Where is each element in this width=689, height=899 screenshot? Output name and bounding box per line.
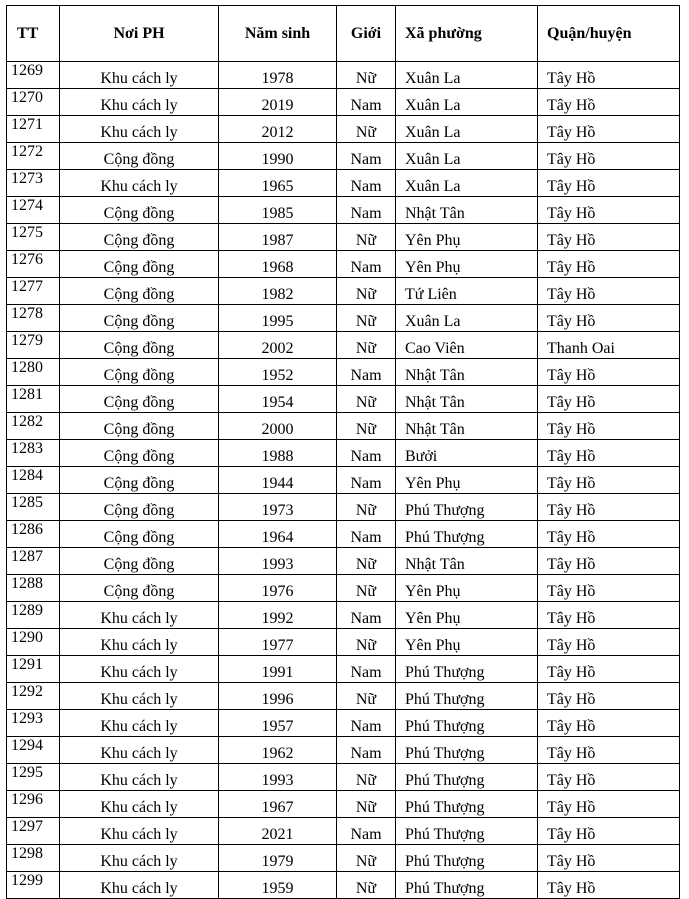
- table-row: [7, 305, 680, 332]
- cell-gioi: Nữ: [337, 62, 396, 89]
- cell-noi-ph: Cộng đồng: [60, 305, 219, 332]
- table-row: [7, 413, 680, 440]
- cell-xa-phuong: Phú Thượng: [396, 764, 538, 791]
- cell-gioi: Nữ: [337, 872, 396, 899]
- cell-quan-huyen: Tây Hồ: [538, 602, 680, 629]
- cell-quan-huyen: Tây Hồ: [538, 872, 680, 899]
- cell-nam-sinh: 1967: [219, 791, 337, 818]
- cell-quan-huyen: Tây Hồ: [538, 791, 680, 818]
- table-row: [7, 683, 680, 710]
- cell-xa-phuong: Phú Thượng: [396, 872, 538, 899]
- cell-noi-ph: Khu cách ly: [60, 629, 219, 656]
- header-noi-ph: Nơi PH: [60, 6, 219, 62]
- cell-noi-ph: Cộng đồng: [60, 386, 219, 413]
- cell-gioi: Nam: [337, 359, 396, 386]
- cell-tt: 1273: [7, 170, 60, 197]
- cell-gioi: Nam: [337, 656, 396, 683]
- cell-nam-sinh: 1977: [219, 629, 337, 656]
- table-row: [7, 116, 680, 143]
- cell-quan-huyen: Tây Hồ: [538, 494, 680, 521]
- cell-quan-huyen: Tây Hồ: [538, 521, 680, 548]
- cell-noi-ph: Cộng đồng: [60, 548, 219, 575]
- cell-gioi: Nữ: [337, 683, 396, 710]
- cell-quan-huyen: Tây Hồ: [538, 89, 680, 116]
- table-row: [7, 791, 680, 818]
- table-row: [7, 548, 680, 575]
- cell-nam-sinh: 1979: [219, 845, 337, 872]
- table-row: [7, 251, 680, 278]
- cell-noi-ph: Cộng đồng: [60, 575, 219, 602]
- cell-quan-huyen: Tây Hồ: [538, 224, 680, 251]
- cell-xa-phuong: Nhật Tân: [396, 359, 538, 386]
- cell-tt: 1279: [7, 332, 60, 359]
- cell-xa-phuong: Phú Thượng: [396, 710, 538, 737]
- cell-tt: 1286: [7, 521, 60, 548]
- cell-tt: 1271: [7, 116, 60, 143]
- cell-gioi: Nam: [337, 521, 396, 548]
- cell-gioi: Nam: [337, 602, 396, 629]
- header-xa-phuong: Xã phường: [396, 6, 538, 62]
- cell-quan-huyen: Tây Hồ: [538, 818, 680, 845]
- cell-xa-phuong: Yên Phụ: [396, 251, 538, 278]
- cell-nam-sinh: 1992: [219, 602, 337, 629]
- table-row: [7, 89, 680, 116]
- cell-tt: 1275: [7, 224, 60, 251]
- cell-noi-ph: Cộng đồng: [60, 413, 219, 440]
- cell-tt: 1291: [7, 656, 60, 683]
- cell-gioi: Nữ: [337, 413, 396, 440]
- header-quan-huyen: Quận/huyện: [538, 6, 680, 62]
- cell-quan-huyen: Tây Hồ: [538, 683, 680, 710]
- cell-tt: 1269: [7, 62, 60, 89]
- cell-xa-phuong: Xuân La: [396, 170, 538, 197]
- cell-xa-phuong: Nhật Tân: [396, 548, 538, 575]
- table-row: [7, 467, 680, 494]
- cell-noi-ph: Cộng đồng: [60, 494, 219, 521]
- cell-gioi: Nam: [337, 737, 396, 764]
- cell-quan-huyen: Tây Hồ: [538, 251, 680, 278]
- cell-tt: 1296: [7, 791, 60, 818]
- cell-xa-phuong: Xuân La: [396, 305, 538, 332]
- cell-nam-sinh: 1993: [219, 548, 337, 575]
- cell-quan-huyen: Tây Hồ: [538, 440, 680, 467]
- cell-noi-ph: Khu cách ly: [60, 872, 219, 899]
- cell-xa-phuong: Yên Phụ: [396, 575, 538, 602]
- cell-quan-huyen: Tây Hồ: [538, 629, 680, 656]
- cell-gioi: Nữ: [337, 386, 396, 413]
- table-row: [7, 872, 680, 899]
- table-row: [7, 818, 680, 845]
- cell-gioi: Nữ: [337, 548, 396, 575]
- cell-xa-phuong: Nhật Tân: [396, 386, 538, 413]
- cell-xa-phuong: Nhật Tân: [396, 413, 538, 440]
- cell-xa-phuong: Phú Thượng: [396, 683, 538, 710]
- cell-nam-sinh: 1964: [219, 521, 337, 548]
- cell-gioi: Nữ: [337, 845, 396, 872]
- cell-nam-sinh: 2002: [219, 332, 337, 359]
- cell-quan-huyen: Tây Hồ: [538, 305, 680, 332]
- cell-noi-ph: Khu cách ly: [60, 656, 219, 683]
- cell-tt: 1272: [7, 143, 60, 170]
- cell-xa-phuong: Yên Phụ: [396, 224, 538, 251]
- cell-nam-sinh: 1973: [219, 494, 337, 521]
- cell-quan-huyen: Tây Hồ: [538, 62, 680, 89]
- table-row: [7, 197, 680, 224]
- cell-xa-phuong: Cao Viên: [396, 332, 538, 359]
- table-body: [7, 62, 680, 899]
- cell-xa-phuong: Yên Phụ: [396, 629, 538, 656]
- cell-nam-sinh: 1965: [219, 170, 337, 197]
- header-gioi: Giới: [337, 6, 396, 62]
- cell-nam-sinh: 1985: [219, 197, 337, 224]
- cell-tt: 1299: [7, 872, 60, 899]
- cell-gioi: Nam: [337, 89, 396, 116]
- cell-gioi: Nam: [337, 467, 396, 494]
- table-row: [7, 224, 680, 251]
- cell-nam-sinh: 1954: [219, 386, 337, 413]
- table-header-row: [7, 6, 680, 62]
- table-row: [7, 332, 680, 359]
- cell-noi-ph: Khu cách ly: [60, 62, 219, 89]
- cell-tt: 1294: [7, 737, 60, 764]
- cell-noi-ph: Cộng đồng: [60, 143, 219, 170]
- cell-nam-sinh: 1944: [219, 467, 337, 494]
- cell-gioi: Nữ: [337, 224, 396, 251]
- cell-xa-phuong: Xuân La: [396, 89, 538, 116]
- cell-quan-huyen: Tây Hồ: [538, 413, 680, 440]
- cell-tt: 1270: [7, 89, 60, 116]
- cell-gioi: Nữ: [337, 305, 396, 332]
- cell-tt: 1280: [7, 359, 60, 386]
- cell-xa-phuong: Phú Thượng: [396, 521, 538, 548]
- cell-gioi: Nam: [337, 710, 396, 737]
- cell-tt: 1283: [7, 440, 60, 467]
- cell-xa-phuong: Phú Thượng: [396, 791, 538, 818]
- cell-xa-phuong: Phú Thượng: [396, 737, 538, 764]
- table-row: [7, 440, 680, 467]
- cell-noi-ph: Cộng đồng: [60, 224, 219, 251]
- cell-nam-sinh: 1988: [219, 440, 337, 467]
- table-row: [7, 521, 680, 548]
- cell-noi-ph: Cộng đồng: [60, 521, 219, 548]
- cell-nam-sinh: 1982: [219, 278, 337, 305]
- table-row: [7, 845, 680, 872]
- cell-noi-ph: Cộng đồng: [60, 197, 219, 224]
- cell-gioi: Nam: [337, 143, 396, 170]
- cell-quan-huyen: Tây Hồ: [538, 548, 680, 575]
- cell-nam-sinh: 1952: [219, 359, 337, 386]
- cell-nam-sinh: 1957: [219, 710, 337, 737]
- cell-tt: 1295: [7, 764, 60, 791]
- cell-noi-ph: Khu cách ly: [60, 683, 219, 710]
- cell-gioi: Nữ: [337, 116, 396, 143]
- cell-quan-huyen: Tây Hồ: [538, 845, 680, 872]
- cell-tt: 1287: [7, 548, 60, 575]
- table-row: [7, 386, 680, 413]
- cell-tt: 1284: [7, 467, 60, 494]
- cell-xa-phuong: Tứ Liên: [396, 278, 538, 305]
- cell-noi-ph: Khu cách ly: [60, 845, 219, 872]
- header-tt: TT: [7, 6, 60, 62]
- header-nam-sinh: Năm sinh: [219, 6, 337, 62]
- document-page: [6, 5, 680, 899]
- cell-gioi: Nam: [337, 170, 396, 197]
- cell-quan-huyen: Tây Hồ: [538, 143, 680, 170]
- table-row: [7, 737, 680, 764]
- cell-tt: 1288: [7, 575, 60, 602]
- cell-gioi: Nữ: [337, 629, 396, 656]
- cell-noi-ph: Cộng đồng: [60, 467, 219, 494]
- cell-xa-phuong: Yên Phụ: [396, 602, 538, 629]
- cell-tt: 1274: [7, 197, 60, 224]
- cell-noi-ph: Khu cách ly: [60, 737, 219, 764]
- cell-gioi: Nam: [337, 818, 396, 845]
- table-row: [7, 170, 680, 197]
- table-row: [7, 278, 680, 305]
- cell-gioi: Nữ: [337, 332, 396, 359]
- cell-nam-sinh: 2012: [219, 116, 337, 143]
- cell-noi-ph: Khu cách ly: [60, 710, 219, 737]
- cell-xa-phuong: Nhật Tân: [396, 197, 538, 224]
- cell-noi-ph: Khu cách ly: [60, 791, 219, 818]
- cell-noi-ph: Khu cách ly: [60, 116, 219, 143]
- cell-nam-sinh: 1995: [219, 305, 337, 332]
- cell-tt: 1290: [7, 629, 60, 656]
- cell-xa-phuong: Bưởi: [396, 440, 538, 467]
- cell-noi-ph: Cộng đồng: [60, 440, 219, 467]
- cell-quan-huyen: Tây Hồ: [538, 197, 680, 224]
- cell-nam-sinh: 1962: [219, 737, 337, 764]
- cell-quan-huyen: Tây Hồ: [538, 737, 680, 764]
- cell-tt: 1277: [7, 278, 60, 305]
- cell-noi-ph: Khu cách ly: [60, 89, 219, 116]
- cell-quan-huyen: Tây Hồ: [538, 656, 680, 683]
- cell-tt: 1281: [7, 386, 60, 413]
- cell-quan-huyen: Tây Hồ: [538, 170, 680, 197]
- cell-xa-phuong: Phú Thượng: [396, 818, 538, 845]
- cell-gioi: Nam: [337, 251, 396, 278]
- cell-nam-sinh: 1968: [219, 251, 337, 278]
- cell-noi-ph: Cộng đồng: [60, 278, 219, 305]
- cell-nam-sinh: 1993: [219, 764, 337, 791]
- cell-gioi: Nữ: [337, 764, 396, 791]
- cell-tt: 1292: [7, 683, 60, 710]
- table-row: [7, 575, 680, 602]
- cell-quan-huyen: Tây Hồ: [538, 359, 680, 386]
- cell-nam-sinh: 1976: [219, 575, 337, 602]
- table-row: [7, 359, 680, 386]
- cell-quan-huyen: Tây Hồ: [538, 710, 680, 737]
- cell-tt: 1289: [7, 602, 60, 629]
- cell-gioi: Nữ: [337, 278, 396, 305]
- cell-nam-sinh: 1959: [219, 872, 337, 899]
- cell-noi-ph: Khu cách ly: [60, 764, 219, 791]
- cell-nam-sinh: 2019: [219, 89, 337, 116]
- cell-nam-sinh: 1996: [219, 683, 337, 710]
- cell-quan-huyen: Thanh Oai: [538, 332, 680, 359]
- cell-quan-huyen: Tây Hồ: [538, 386, 680, 413]
- cell-quan-huyen: Tây Hồ: [538, 467, 680, 494]
- cell-noi-ph: Cộng đồng: [60, 332, 219, 359]
- cell-quan-huyen: Tây Hồ: [538, 278, 680, 305]
- cell-nam-sinh: 1978: [219, 62, 337, 89]
- cell-nam-sinh: 1991: [219, 656, 337, 683]
- cell-tt: 1285: [7, 494, 60, 521]
- cell-xa-phuong: Phú Thượng: [396, 656, 538, 683]
- table-row: [7, 764, 680, 791]
- cell-xa-phuong: Phú Thượng: [396, 494, 538, 521]
- cell-nam-sinh: 1987: [219, 224, 337, 251]
- cell-tt: 1298: [7, 845, 60, 872]
- table-row: [7, 62, 680, 89]
- cell-tt: 1276: [7, 251, 60, 278]
- cell-xa-phuong: Xuân La: [396, 143, 538, 170]
- table-row: [7, 656, 680, 683]
- cell-tt: 1297: [7, 818, 60, 845]
- cell-quan-huyen: Tây Hồ: [538, 575, 680, 602]
- cell-quan-huyen: Tây Hồ: [538, 764, 680, 791]
- cell-noi-ph: Khu cách ly: [60, 170, 219, 197]
- cell-noi-ph: Khu cách ly: [60, 818, 219, 845]
- cell-quan-huyen: Tây Hồ: [538, 116, 680, 143]
- cell-gioi: Nữ: [337, 791, 396, 818]
- cell-gioi: Nữ: [337, 575, 396, 602]
- cell-gioi: Nam: [337, 197, 396, 224]
- table-row: [7, 143, 680, 170]
- cell-noi-ph: Cộng đồng: [60, 251, 219, 278]
- table-row: [7, 710, 680, 737]
- cell-nam-sinh: 1990: [219, 143, 337, 170]
- cell-gioi: Nam: [337, 440, 396, 467]
- cell-nam-sinh: 2000: [219, 413, 337, 440]
- case-table: [6, 5, 680, 899]
- cell-xa-phuong: Yên Phụ: [396, 467, 538, 494]
- table-row: [7, 494, 680, 521]
- cell-tt: 1278: [7, 305, 60, 332]
- cell-noi-ph: Cộng đồng: [60, 359, 219, 386]
- cell-nam-sinh: 2021: [219, 818, 337, 845]
- cell-tt: 1293: [7, 710, 60, 737]
- cell-xa-phuong: Xuân La: [396, 62, 538, 89]
- table-row: [7, 602, 680, 629]
- cell-gioi: Nữ: [337, 494, 396, 521]
- cell-xa-phuong: Xuân La: [396, 116, 538, 143]
- table-row: [7, 629, 680, 656]
- cell-xa-phuong: Phú Thượng: [396, 845, 538, 872]
- cell-tt: 1282: [7, 413, 60, 440]
- cell-noi-ph: Khu cách ly: [60, 602, 219, 629]
